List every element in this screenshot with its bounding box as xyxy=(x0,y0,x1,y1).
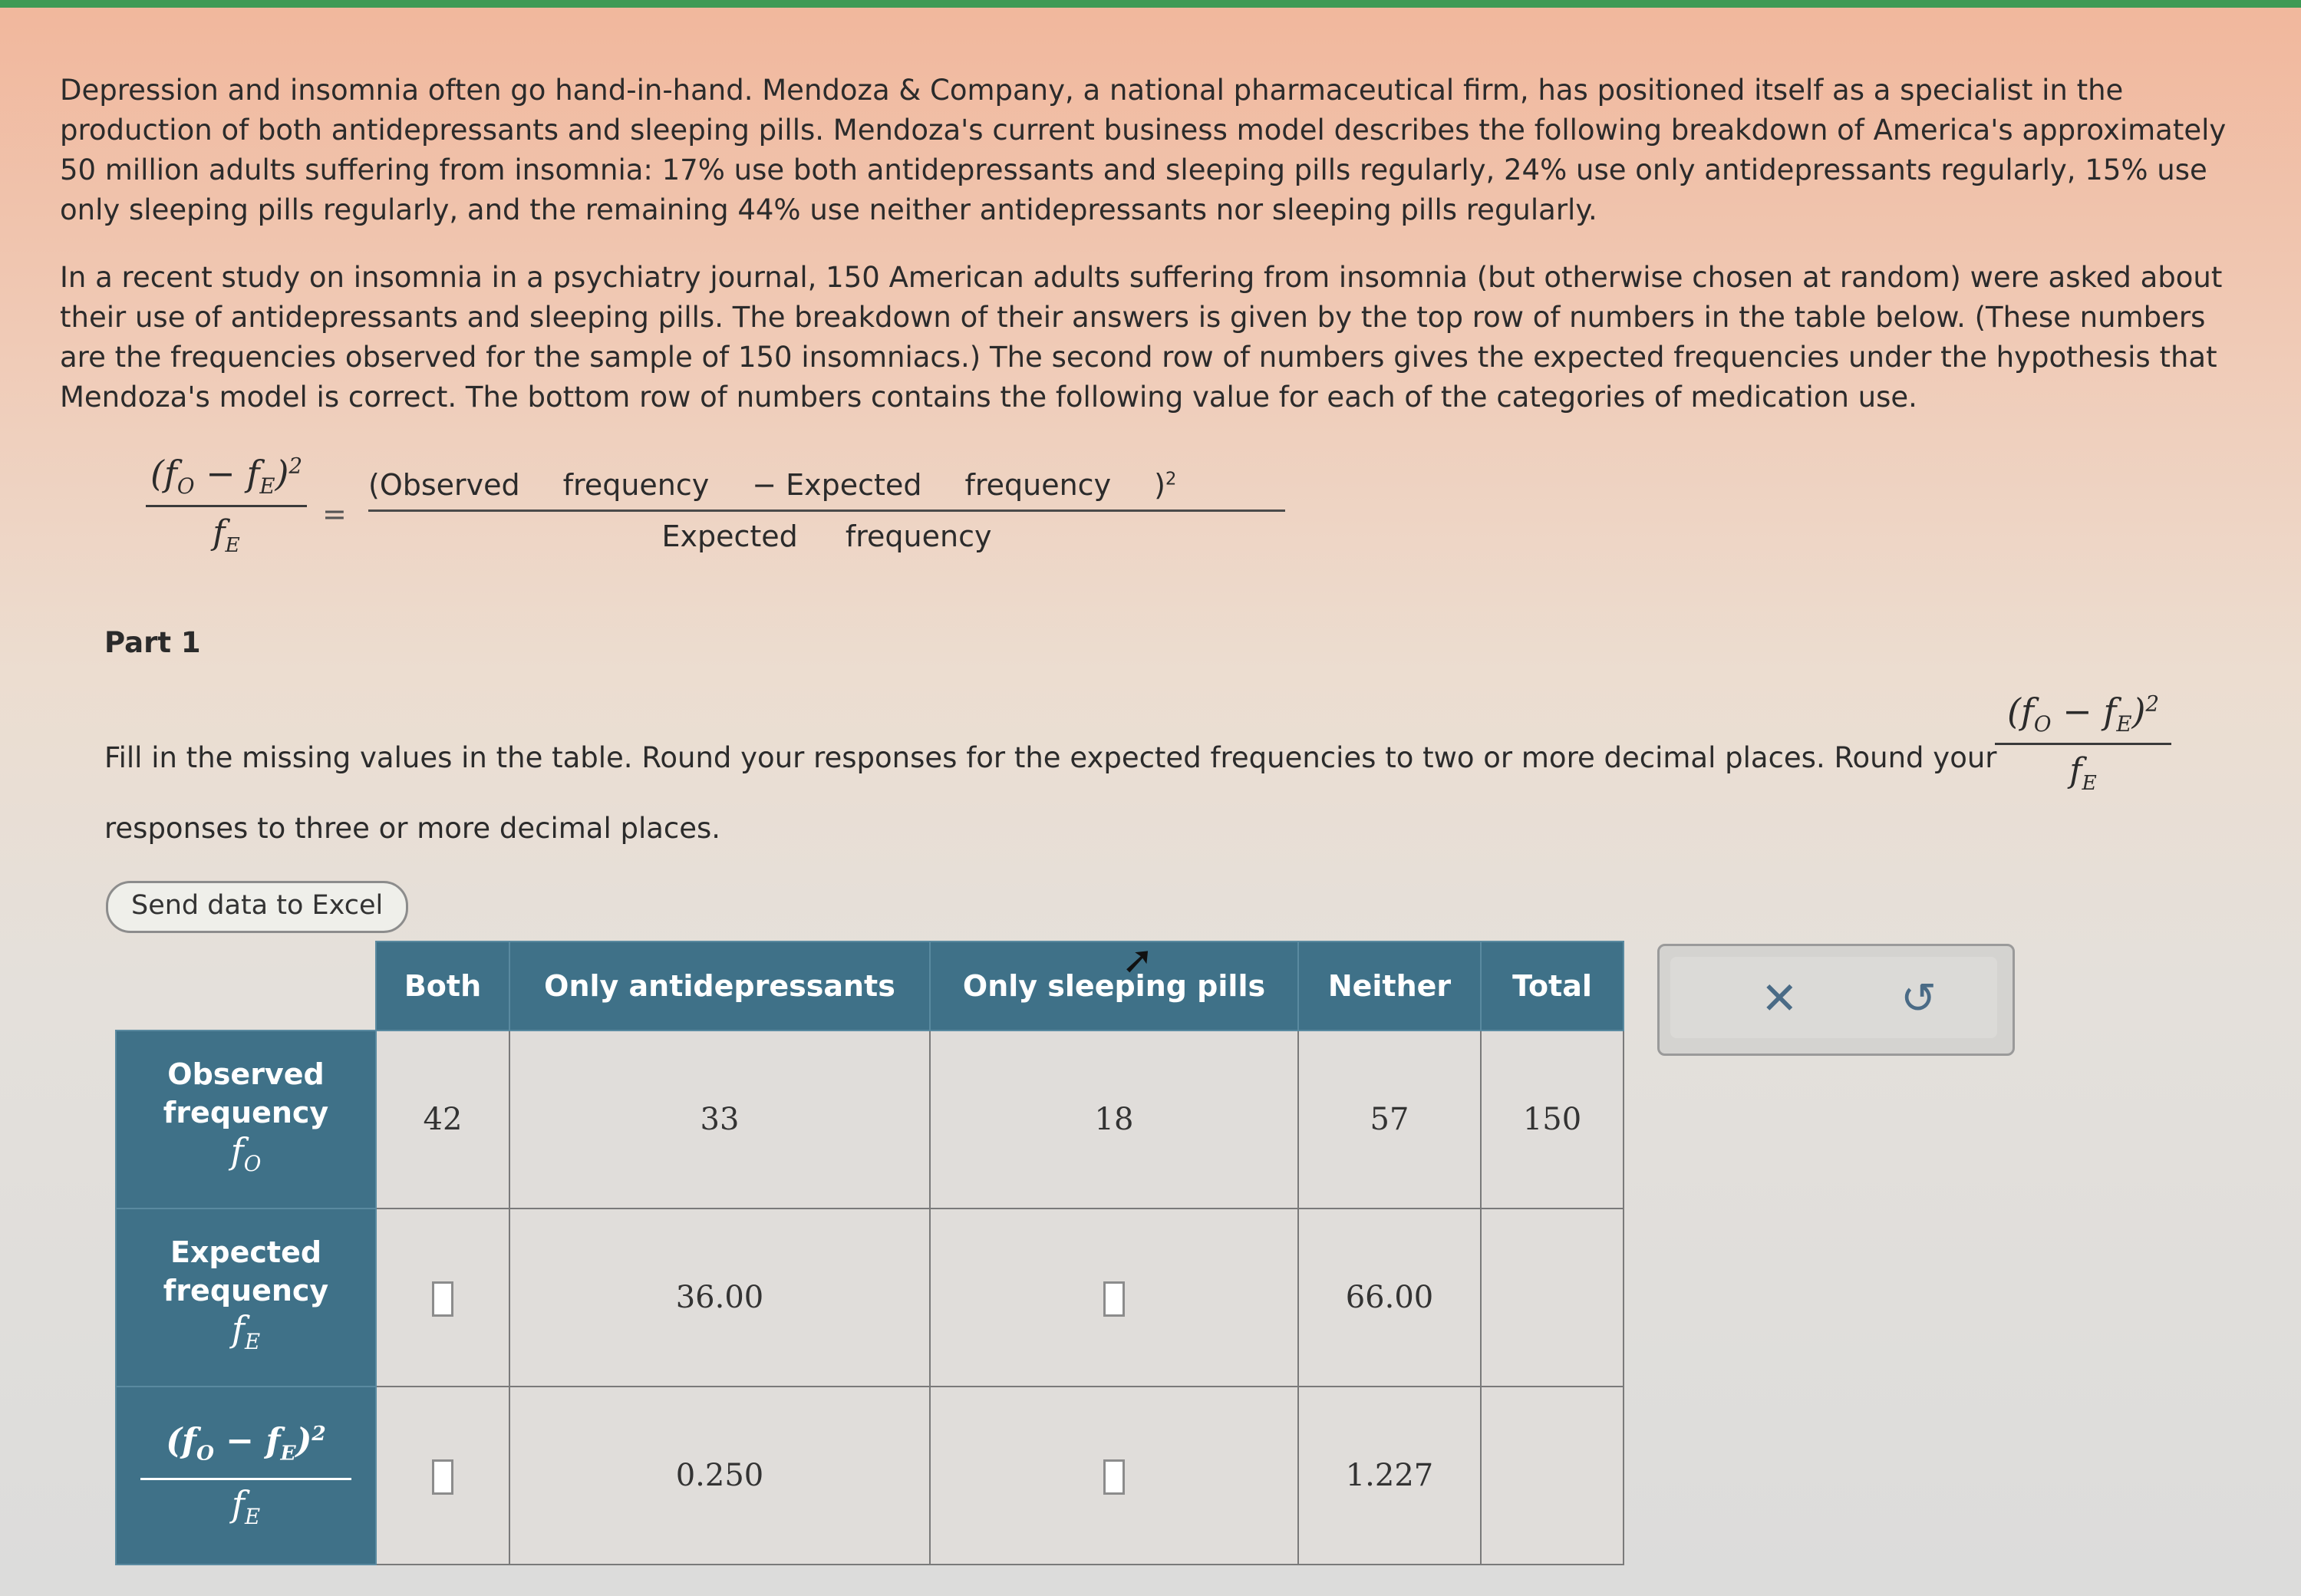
mouse-pointer-icon: ➚ xyxy=(1122,938,1154,982)
formula-symbolic-fraction: $(f_O - f_E)^2$ $f_E$ xyxy=(146,453,307,557)
observed-only-antidepressants: 33 xyxy=(509,1030,930,1209)
formula-den-expected: Expected xyxy=(661,519,798,553)
row-header-observed: Observed frequency $f_O$ xyxy=(116,1030,376,1209)
row-header-expected: Expected frequency $f_E$ xyxy=(116,1209,376,1387)
row-header-chi-term: $(f_O - f_E)^2$ $f_E$ xyxy=(116,1387,376,1565)
frequency-table xyxy=(115,941,1624,1565)
expected-both-cell xyxy=(376,1209,509,1387)
formula-observed: (Observed xyxy=(368,468,520,502)
chi-only-sleeping-pills-input[interactable] xyxy=(1103,1459,1125,1495)
col-header-neither: Neither xyxy=(1298,941,1481,1030)
formula-frequency-2: frequency xyxy=(964,468,1112,502)
answer-tools-inner xyxy=(1670,957,1997,1038)
chi-square-formula xyxy=(146,453,1220,583)
chi-neither: 1.227 xyxy=(1298,1387,1481,1565)
col-header-both: Both xyxy=(376,941,509,1030)
observed-both: 42 xyxy=(376,1030,509,1209)
intro-paragraph-2: In a recent study on insomnia in a psychiatry journal, 150 American adults suffering from insomnia (but otherwise chosen at random) were asked about their use of antidepressants and sleeping pills. The breakdown of their answers is given by the top row of numbers in the table below. (These numbers are the frequencies observed for the sample of 150 insomniacs.) The second row of numbers gives the expected frequencies under the hypothesis that Mendoza's model is correct. The bottom row of numbers contains the following value for each of the categories of medication use. xyxy=(60,261,2223,414)
expected-only-antidepressants: 36.00 xyxy=(509,1209,930,1387)
formula-frequency-1: frequency xyxy=(562,468,710,502)
expected-both-input[interactable] xyxy=(432,1281,453,1317)
formula-close: )$^2$ xyxy=(1154,468,1177,502)
part-label: Part 1 xyxy=(104,626,201,659)
formula-word-fraction xyxy=(368,468,1285,553)
expected-neither: 66.00 xyxy=(1298,1209,1481,1387)
top-accent-bar xyxy=(0,0,2301,8)
table-corner xyxy=(116,941,376,1030)
answer-tools-panel xyxy=(1657,944,2015,1056)
observed-total: 150 xyxy=(1481,1030,1624,1209)
table-row-chi xyxy=(116,1387,1624,1565)
undo-icon[interactable]: ↺ xyxy=(1900,974,1937,1024)
instructions-line-2: responses to three or more decimal places. xyxy=(104,812,721,845)
send-to-excel-button[interactable]: Send data to Excel xyxy=(106,881,408,933)
close-icon[interactable]: ✕ xyxy=(1761,972,1798,1024)
observed-only-sleeping-pills: 18 xyxy=(930,1030,1298,1209)
chi-only-antidepressants: 0.250 xyxy=(509,1387,930,1565)
observed-neither: 57 xyxy=(1298,1030,1481,1209)
expected-only-sleeping-pills-input[interactable] xyxy=(1103,1281,1125,1317)
table-row-expected xyxy=(116,1209,1624,1387)
formula-den-frequency: frequency xyxy=(845,519,992,553)
table-row-observed xyxy=(116,1030,1624,1209)
chi-both-cell xyxy=(376,1387,509,1565)
col-header-only-sleeping-pills: Only sleeping pills xyxy=(930,941,1298,1030)
equals-sign: = xyxy=(322,497,347,531)
intro-paragraph-1: Depression and insomnia often go hand-in-hand. Mendoza & Company, a national pharmaceutical firm, has positioned itself as a specialist in the production of both antidepressants and sleeping pills. Mendoza's current business model describes the following breakdown of America's approximately 50 million adults suffering from insomnia: 17% use both antidepressants and sleeping pills regularly, 24% use only antidepressants regularly, 15% use only sleeping pills regularly, and the remaining 44% use neither antidepressants nor sleeping pills regularly. xyxy=(60,74,2227,226)
formula-expected: − Expected xyxy=(752,468,922,502)
chi-only-sleeping-pills-cell xyxy=(930,1387,1298,1565)
expected-only-sleeping-pills-cell xyxy=(930,1209,1298,1387)
col-header-total: Total xyxy=(1481,941,1624,1030)
col-header-only-antidepressants: Only antidepressants xyxy=(509,941,930,1030)
expected-total xyxy=(1481,1209,1624,1387)
instructions-line-1: Fill in the missing values in the table. Round your responses for the expected frequencies to two or more decimal places. Round your xyxy=(104,741,1997,774)
instructions-inline-fraction: $(f_O - f_E)^2$ $f_E$ xyxy=(1995,691,2171,795)
chi-total xyxy=(1481,1387,1624,1565)
chi-both-input[interactable] xyxy=(432,1459,453,1495)
